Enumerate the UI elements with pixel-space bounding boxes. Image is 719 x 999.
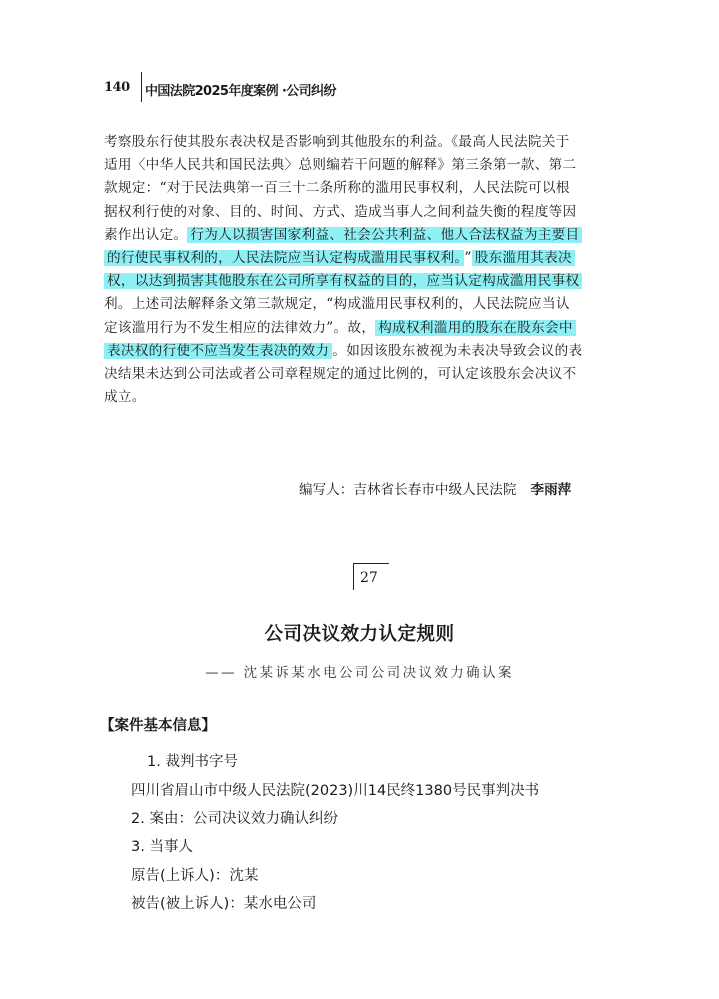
info-item: 1. 裁判书字号 — [147, 754, 238, 770]
text-run: 利。上述司法解释条文第三款规定，“构成滥用民事权利的，人民法院应当认 — [104, 296, 570, 313]
case-number: 27 — [360, 570, 378, 586]
highlighted-text: 的行使民事权利的，人民法院应当认定构成滥用民事权利。 — [104, 250, 464, 266]
info-item: 3. 当事人 — [131, 839, 193, 855]
highlighted-text: 构成权利滥用的股东在股东会中 — [375, 320, 576, 336]
section-heading: 【案件基本信息】 — [100, 718, 216, 734]
paragraph-line — [104, 386, 146, 408]
case-title: 公司决议效力认定规则 — [264, 624, 455, 645]
highlighted-text: 权，以达到损害其他股东在公司所享有权益的目的，应当认定构成滥用民事权 — [104, 273, 582, 289]
author-label: 编写人：吉林省长春市中级人民法院 — [299, 482, 517, 498]
info-item: 四川省眉山市中级人民法院(2023)川14民终1380号民事判决书 — [131, 783, 540, 799]
info-item: 2. 案由：公司决议效力确认纠纷 — [131, 811, 338, 827]
text-run: 素作出认定。 — [104, 226, 188, 243]
info-item: 原告(上诉人)：沈某 — [131, 868, 259, 884]
text-run: 。如因该股东被视为未表决导致会议的表 — [332, 342, 583, 359]
text-run: 适用〈中华人民共和国民法典〉总则编若干问题的解释》第三条第一款、第二 — [104, 157, 577, 174]
header-divider — [141, 72, 142, 102]
highlighted-text: 行为人以损害国家利益、社会公共利益、他人合法权益为主要目 — [187, 227, 582, 243]
highlighted-text: 表决权的行使不应当发生表决的效力 — [104, 343, 332, 359]
paragraph-line — [104, 247, 575, 269]
author-name: 李雨萍 — [530, 482, 572, 498]
case-number-rule — [353, 563, 389, 564]
paragraph-line — [104, 131, 570, 153]
case-subtitle: —— 沈某诉某水电公司公司决议效力确认案 — [205, 665, 514, 681]
text-run: 决结果未达到公司法或者公司章程规定的通过比例的，可认定该股东会决议不 — [104, 366, 577, 382]
text-run: ” — [464, 250, 472, 266]
text-run: 款规定：“对于民法典第一百三十二条所称的滥用民事权利，人民法院可以根 — [104, 180, 570, 197]
page-number: 140 — [104, 80, 130, 95]
text-run: 考察股东行使其股东表决权是否影响到其他股东的利益。《最高人民法院关于 — [104, 134, 570, 150]
paragraph-line — [104, 224, 582, 246]
highlighted-text: 股东滥用其表决 — [472, 250, 575, 266]
book-title: 中国法院2025年度案例 ·公司纠纷 — [145, 84, 336, 99]
paragraph-line — [104, 293, 570, 315]
paragraph-line — [104, 340, 582, 362]
paragraph-line — [104, 177, 570, 199]
paragraph-line — [104, 201, 576, 223]
info-item: 被告(被上诉人)：某水电公司 — [131, 896, 317, 912]
text-run: 成立。 — [104, 389, 146, 406]
paragraph-line — [104, 363, 576, 385]
paragraph-line — [104, 270, 582, 292]
case-number-divider — [353, 564, 354, 590]
text-run: 据权利行使的对象、目的、时间、方式、造成当事人之间利益失衡的程度等因 — [104, 203, 577, 220]
paragraph-line — [104, 154, 576, 176]
paragraph-line — [104, 317, 576, 339]
author-line — [299, 478, 571, 498]
text-run: 定该滥用行为不发生相应的法律效力”。故， — [104, 319, 376, 336]
